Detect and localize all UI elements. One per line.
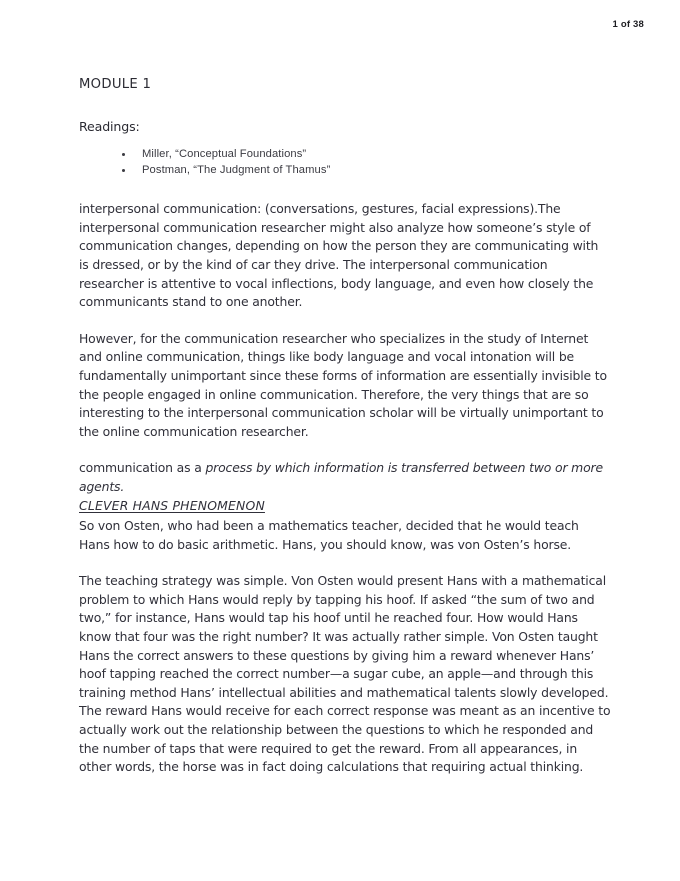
readings-label: Readings: [79, 119, 140, 134]
paragraph-online-communication: However, for the communication researcher who specializes in the study of Internet and online communication, things like body language and vocal intonation will be fundamentally unimportant since these forms of information are essentially invisible to the people engaged in online communication. Therefore, the very things that are so interesting to the interpersonal communication scholar will be virtually unimportant to the online communication researcher. [79, 330, 607, 439]
paragraph-communication-definition [79, 459, 611, 496]
paragraph-von-osten: So von Osten, who had been a mathematics teacher, decided that he would teach Hans how to do basic arithmetic. Hans, you should know, was von Osten’s horse. [79, 518, 579, 552]
section-heading-clever-hans: CLEVER HANS PHENOMENON [79, 497, 265, 513]
readings-list [79, 147, 611, 178]
page-number-indicator: 1 of 38 [612, 19, 644, 30]
module-title: MODULE 1 [79, 77, 152, 92]
definition-italic-text: process by which information is transferred between two or more agents. [79, 460, 603, 494]
paragraph-teaching-strategy: The teaching strategy was simple. Von Osten would present Hans with a mathematical problem to which Hans would reply by tapping his hoof. If asked “the sum of two and two,” for instance, Hans would tap his hoof until he reached four. How would Hans know that four was the right number? It was actually rather simple. Von Osten taught Hans the correct answers to these questions by giving him a reward whenever Hans’ hoof tapping reached the correct number—a sugar cube, an apple—and through this training method Hans’ intellectual abilities and mathematical talents slowly developed. The reward Hans would receive for each correct response was meant as an incentive to actually work out the relationship between the questions to which he responded and the number of taps that were required to get the reward. From all appearances, in other words, the horse was in fact doing calculations that requiring actual thinking. [79, 573, 611, 775]
paragraph-interpersonal-communication: interpersonal communication: (conversations, gestures, facial expressions).The interpersonal communication researcher might also analyze how someone’s style of communication changes, depending on how the person they are communicating with is dressed, or by the kind of car they drive. The interpersonal communication researcher is attentive to vocal inflections, body language, and even how closely the communicants stand to one another. [79, 201, 599, 310]
definition-lead-text: communication as a [79, 460, 206, 476]
list-item: Postman, “The Judgment of Thamus” [120, 163, 611, 179]
document-body [79, 76, 611, 795]
list-item: Miller, “Conceptual Foundations” [120, 147, 611, 163]
section-heading-wrap [79, 497, 611, 517]
